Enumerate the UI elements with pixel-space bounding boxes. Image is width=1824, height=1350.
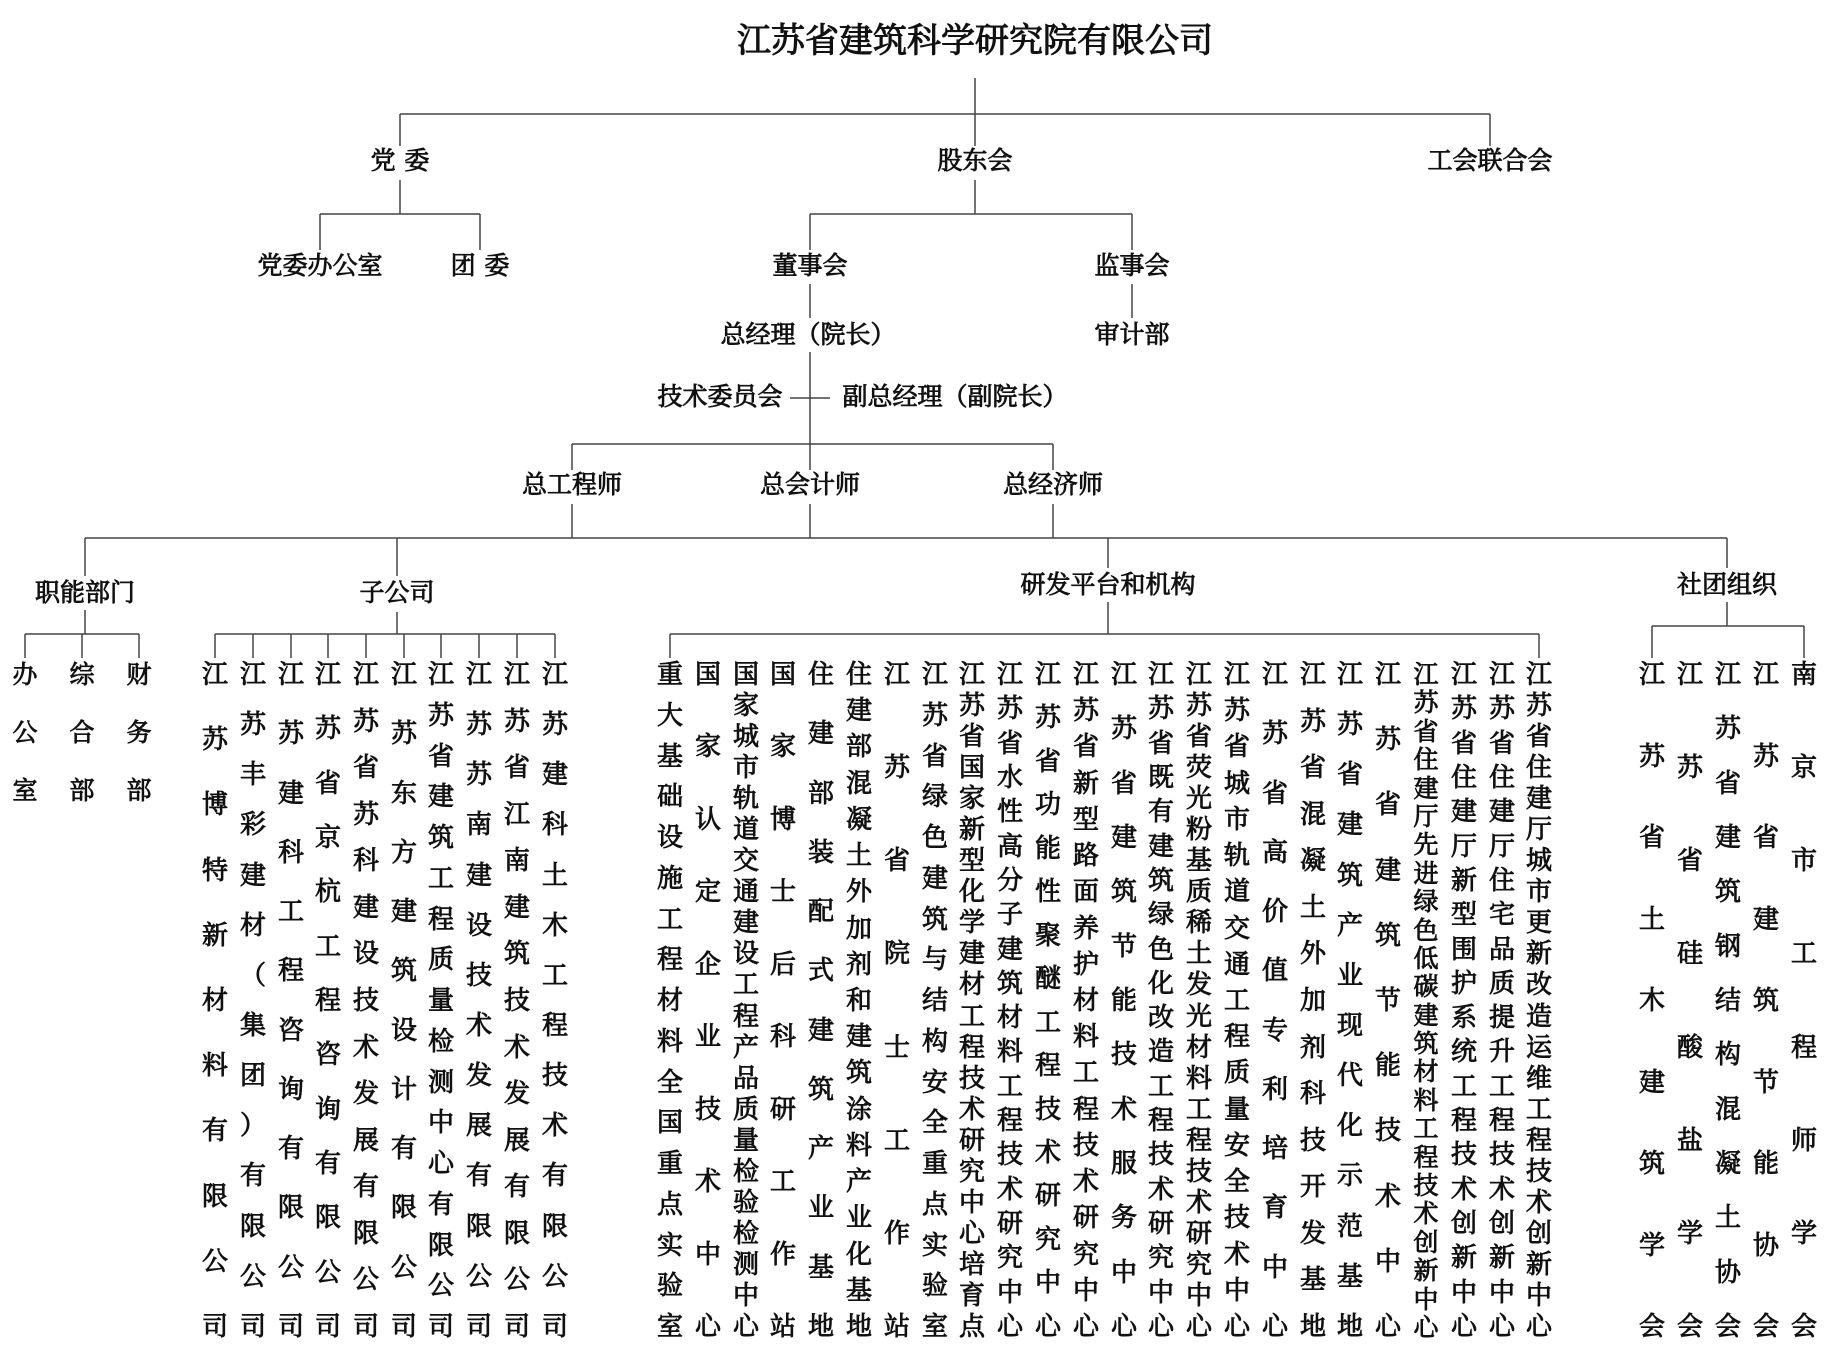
rnd-unit: 江 苏 省 绿 色 建 筑 与 结 构 安 全 重 点 实 验 室 [921, 660, 949, 1342]
subsidiary-unit: 江 苏 省 京 杭 工 程 咨 询 有 限 公 司 [314, 660, 342, 1342]
party-office: 党委办公室 [257, 251, 383, 280]
rnd-unit: 江 苏 省 住 建 厅 城 市 更 新 改 造 运 维 工 程 技 术 创 新 中 心 [1525, 660, 1553, 1342]
supervisory-board: 监事会 [1094, 251, 1170, 280]
party-committee: 党 委 [370, 146, 430, 175]
subsidiary-unit: 江 苏 建 科 工 程 咨 询 有 限 公 司 [277, 660, 305, 1342]
rnd-unit: 江 苏 省 水 性 高 分 子 建 筑 材 料 工 程 技 术 研 究 中 心 [996, 660, 1024, 1342]
rnd-unit: 住 建 部 装 配 式 建 筑 产 业 基 地 [807, 660, 835, 1342]
rnd-unit: 江 苏 省 混 凝 土 外 加 剂 科 技 开 发 基 地 [1299, 660, 1327, 1342]
category-associations: 社团组织 [1676, 570, 1778, 599]
rnd-unit: 江 苏 省 建 筑 节 能 技 术 服 务 中 心 [1110, 660, 1138, 1342]
rnd-unit: 江 苏 省 荧 光 粉 基 质 稀 土 发 光 材 料 工 程 技 术 研 究 中 心 [1185, 660, 1213, 1342]
company-title: 江苏省建筑科学研究院有限公司 [737, 21, 1213, 61]
subsidiary-unit: 江 苏 省 建 筑 工 程 质 量 检 测 中 心 有 限 公 司 [427, 660, 455, 1342]
chief-engineer: 总工程师 [521, 470, 623, 499]
chief-economist: 总经济师 [1002, 470, 1104, 499]
association-unit: 江 苏 省 建 筑 钢 结 构 混 凝 土 协 会 [1714, 660, 1742, 1342]
technical-committee: 技术委员会 [657, 382, 783, 411]
rnd-unit: 国 家 城 市 轨 道 交 通 建 设 工 程 产 品 质 量 检 验 检 测 中 心 [732, 660, 760, 1342]
rnd-unit: 国 家 认 定 企 业 技 术 中 心 [694, 660, 722, 1342]
youth-league: 团 委 [450, 251, 510, 280]
trade-union: 工会联合会 [1427, 146, 1553, 175]
rnd-unit: 江 苏 省 城 市 轨 道 交 通 工 程 质 量 安 全 技 术 中 心 [1223, 660, 1251, 1342]
deputy-general-manager: 副总经理（副院长） [842, 382, 1068, 411]
subsidiary-unit: 江 苏 苏 南 建 设 技 术 发 展 有 限 公 司 [465, 660, 493, 1342]
rnd-unit: 江 苏 省 高 价 值 专 利 培 育 中 心 [1261, 660, 1289, 1342]
rnd-unit: 江 苏 省 国 家 新 型 化 学 建 材 工 程 技 术 研 究 中 心 培 育 点 [958, 660, 986, 1342]
chief-accountant: 总会计师 [759, 470, 861, 499]
association-unit: 南 京 市 工 程 师 学 会 [1790, 660, 1818, 1342]
general-manager: 总经理（院长） [720, 320, 896, 349]
rnd-unit: 江 苏 省 既 有 建 筑 绿 色 化 改 造 工 程 技 术 研 究 中 心 [1147, 660, 1175, 1342]
rnd-unit: 江 苏 省 建 筑 节 能 技 术 中 心 [1374, 660, 1402, 1342]
category-subsidiaries: 子公司 [359, 578, 435, 607]
audit-department: 审计部 [1094, 320, 1170, 349]
rnd-unit: 江 苏 省 住 建 厅 新 型 围 护 系 统 工 程 技 术 创 新 中 心 [1450, 660, 1478, 1342]
rnd-unit: 江 苏 省 建 筑 产 业 现 代 化 示 范 基 地 [1336, 660, 1364, 1342]
association-unit: 江 苏 省 建 筑 节 能 协 会 [1752, 660, 1780, 1342]
subsidiary-unit: 江 苏 丰 彩 建 材 （ 集 团 ） 有 限 公 司 [239, 660, 267, 1342]
rnd-unit: 江 苏 省 住 建 厅 先 进 绿 色 低 碳 建 筑 材 料 工 程 技 术 创 新 中 心 [1413, 660, 1439, 1342]
subsidiary-unit: 江 苏 省 江 南 建 筑 技 术 发 展 有 限 公 司 [503, 660, 531, 1342]
rnd-unit: 住 建 部 混 凝 土 外 加 剂 和 建 筑 涂 料 产 业 化 基 地 [845, 660, 873, 1342]
association-unit: 江 苏 省 土 木 建 筑 学 会 [1638, 660, 1666, 1342]
rnd-unit: 江 苏 省 院 士 工 作 站 [883, 660, 911, 1342]
functional-unit: 财 务 部 [126, 660, 152, 805]
subsidiary-unit: 江 苏 建 科 土 木 工 程 技 术 有 限 公 司 [541, 660, 569, 1342]
subsidiary-unit: 江 苏 博 特 新 材 料 有 限 公 司 [201, 660, 229, 1342]
subsidiary-unit: 江 苏 省 苏 科 建 设 技 术 发 展 有 限 公 司 [352, 660, 380, 1342]
rnd-unit: 江 苏 省 新 型 路 面 养 护 材 料 工 程 技 术 研 究 中 心 [1072, 660, 1100, 1342]
subsidiary-unit: 江 苏 东 方 建 筑 设 计 有 限 公 司 [390, 660, 418, 1342]
rnd-unit: 江 苏 省 功 能 性 聚 醚 工 程 技 术 研 究 中 心 [1034, 660, 1062, 1342]
rnd-unit: 重 大 基 础 设 施 工 程 材 料 全 国 重 点 实 验 室 [656, 660, 684, 1342]
functional-unit: 办 公 室 [12, 660, 38, 805]
rnd-unit: 国 家 博 士 后 科 研 工 作 站 [769, 660, 797, 1342]
rnd-unit: 江 苏 省 住 建 厅 住 宅 品 质 提 升 工 程 技 术 创 新 中 心 [1488, 660, 1516, 1342]
functional-unit: 综 合 部 [69, 660, 95, 805]
association-unit: 江 苏 省 硅 酸 盐 学 会 [1676, 660, 1704, 1342]
board-of-directors: 董事会 [772, 251, 848, 280]
category-rnd: 研发平台和机构 [1020, 570, 1196, 599]
shareholders-meeting: 股东会 [937, 146, 1013, 175]
category-functional: 职能部门 [34, 578, 136, 607]
